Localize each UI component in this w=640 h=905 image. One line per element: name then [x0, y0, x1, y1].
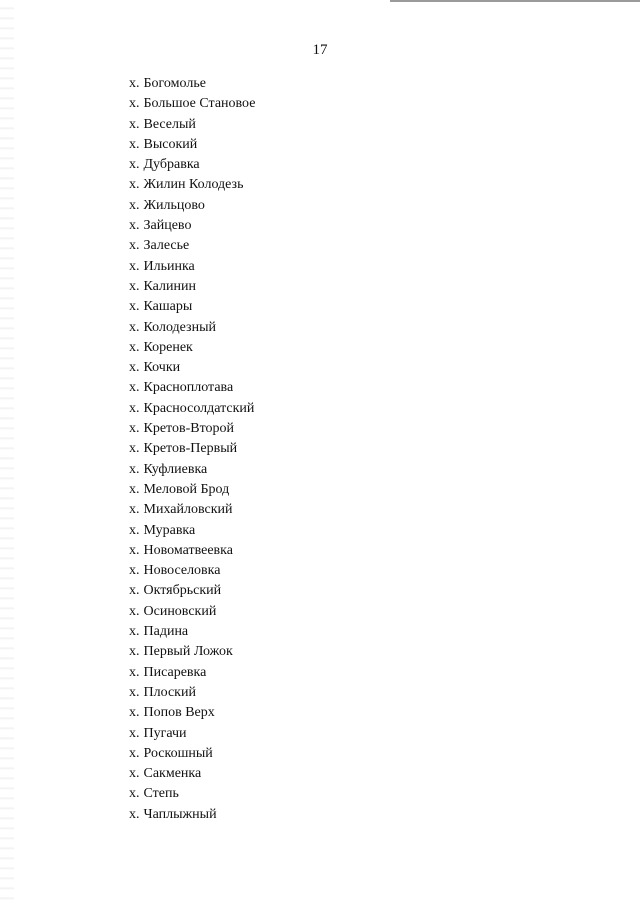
settlement-prefix: х.: [129, 664, 140, 680]
list-item: [129, 439, 255, 459]
settlement-name: Кретов-Первый: [143, 441, 238, 457]
list-item: [129, 521, 255, 541]
settlement-name: Попов Верх: [143, 705, 215, 721]
list-item: [129, 703, 255, 723]
settlement-prefix: х.: [129, 136, 140, 152]
list-item: [129, 805, 255, 825]
list-item: [129, 196, 255, 216]
settlement-name: Красносолдатский: [143, 400, 255, 416]
list-item: [129, 358, 255, 378]
settlement-prefix: х.: [129, 644, 140, 660]
list-item: [129, 175, 255, 195]
list-item: [129, 277, 255, 297]
list-item: [129, 480, 255, 500]
settlement-name: Михайловский: [143, 502, 233, 518]
list-item: [129, 155, 255, 175]
list-item: [129, 561, 255, 581]
settlement-prefix: х.: [129, 339, 140, 355]
settlement-prefix: х.: [129, 725, 140, 741]
settlement-name: Чаплыжный: [143, 806, 217, 822]
settlement-name: Октябрьский: [143, 583, 222, 599]
settlement-name: Кашары: [143, 299, 193, 315]
settlement-name: Красноплотава: [143, 380, 234, 396]
settlement-prefix: х.: [129, 502, 140, 518]
list-item: [129, 460, 255, 480]
list-item: [129, 74, 255, 94]
list-item: [129, 216, 255, 236]
list-item: [129, 297, 255, 317]
settlement-name: Дубравка: [143, 157, 200, 173]
settlement-prefix: х.: [129, 705, 140, 721]
list-item: [129, 338, 255, 358]
list-item: [129, 724, 255, 744]
settlement-name: Большое Становое: [143, 96, 256, 112]
settlement-name: Ильинка: [143, 258, 195, 274]
settlement-name: Куфлиевка: [143, 461, 208, 477]
settlement-name: Калинин: [143, 278, 196, 294]
list-item: [129, 642, 255, 662]
list-item: [129, 581, 255, 601]
scan-edge-artifact: [0, 0, 14, 905]
list-item: [129, 602, 255, 622]
settlement-prefix: х.: [129, 624, 140, 640]
list-item: [129, 744, 255, 764]
settlement-prefix: х.: [129, 441, 140, 457]
settlement-name: Меловой Брод: [143, 481, 230, 497]
settlement-prefix: х.: [129, 563, 140, 579]
settlement-prefix: х.: [129, 583, 140, 599]
list-item: [129, 94, 255, 114]
list-item: [129, 622, 255, 642]
settlement-name: Плоский: [143, 684, 196, 700]
list-item: [129, 318, 255, 338]
list-item: [129, 236, 255, 256]
settlement-name: Жилин Колодезь: [143, 177, 244, 193]
settlement-prefix: х.: [129, 258, 140, 274]
settlement-prefix: х.: [129, 278, 140, 294]
settlement-prefix: х.: [129, 603, 140, 619]
list-item: [129, 541, 255, 561]
settlement-prefix: х.: [129, 218, 140, 234]
settlement-name: Новоматвеевка: [143, 542, 233, 558]
settlement-name: Муравка: [143, 522, 196, 538]
settlement-prefix: х.: [129, 380, 140, 396]
settlement-name: Веселый: [143, 116, 196, 132]
settlement-name: Падина: [143, 624, 189, 640]
page-number: 17: [312, 42, 328, 58]
list-item: [129, 784, 255, 804]
top-scan-rule: [390, 0, 640, 2]
settlement-name: Зайцево: [143, 218, 192, 234]
settlement-prefix: х.: [129, 745, 140, 761]
settlement-name: Высокий: [143, 136, 198, 152]
settlement-name: Роскошный: [143, 745, 213, 761]
settlement-prefix: х.: [129, 461, 140, 477]
settlement-prefix: х.: [129, 177, 140, 193]
settlement-name: Коренек: [143, 339, 193, 355]
list-item: [129, 378, 255, 398]
settlement-name: Степь: [143, 786, 179, 802]
settlement-prefix: х.: [129, 76, 140, 91]
list-item: [129, 115, 255, 135]
settlement-prefix: х.: [129, 238, 140, 254]
settlement-name: Писаревка: [143, 664, 207, 680]
list-item: [129, 135, 255, 155]
settlement-prefix: х.: [129, 806, 140, 822]
settlement-prefix: х.: [129, 400, 140, 416]
list-item: [129, 683, 255, 703]
settlement-name: Новоселовка: [143, 563, 221, 579]
settlement-name: Осиновский: [143, 603, 217, 619]
list-item: [129, 663, 255, 683]
settlement-name: Кочки: [143, 360, 181, 376]
settlement-prefix: х.: [129, 299, 140, 315]
list-item: [129, 419, 255, 439]
list-item: [129, 399, 255, 419]
settlement-name: Кретов-Второй: [143, 421, 235, 437]
settlement-prefix: х.: [129, 684, 140, 700]
settlement-prefix: х.: [129, 319, 140, 335]
settlement-prefix: х.: [129, 360, 140, 376]
settlement-prefix: х.: [129, 542, 140, 558]
settlement-prefix: х.: [129, 157, 140, 173]
settlement-prefix: х.: [129, 96, 140, 112]
settlement-name: Залесье: [143, 238, 190, 254]
list-item: [129, 500, 255, 520]
list-item: [129, 257, 255, 277]
settlement-prefix: х.: [129, 116, 140, 132]
settlement-prefix: х.: [129, 481, 140, 497]
settlement-name: Жильцово: [143, 197, 205, 213]
settlement-prefix: х.: [129, 786, 140, 802]
settlement-name: Сакменка: [143, 766, 202, 782]
settlement-name: Пугачи: [143, 725, 187, 741]
settlement-list: [129, 74, 255, 825]
list-item: [129, 764, 255, 784]
settlement-prefix: х.: [129, 522, 140, 538]
settlement-prefix: х.: [129, 421, 140, 437]
settlement-prefix: х.: [129, 197, 140, 213]
settlement-prefix: х.: [129, 766, 140, 782]
settlement-name: Колодезный: [143, 319, 216, 335]
settlement-name: Первый Ложок: [143, 644, 233, 660]
settlement-name: Богомолье: [143, 76, 206, 91]
